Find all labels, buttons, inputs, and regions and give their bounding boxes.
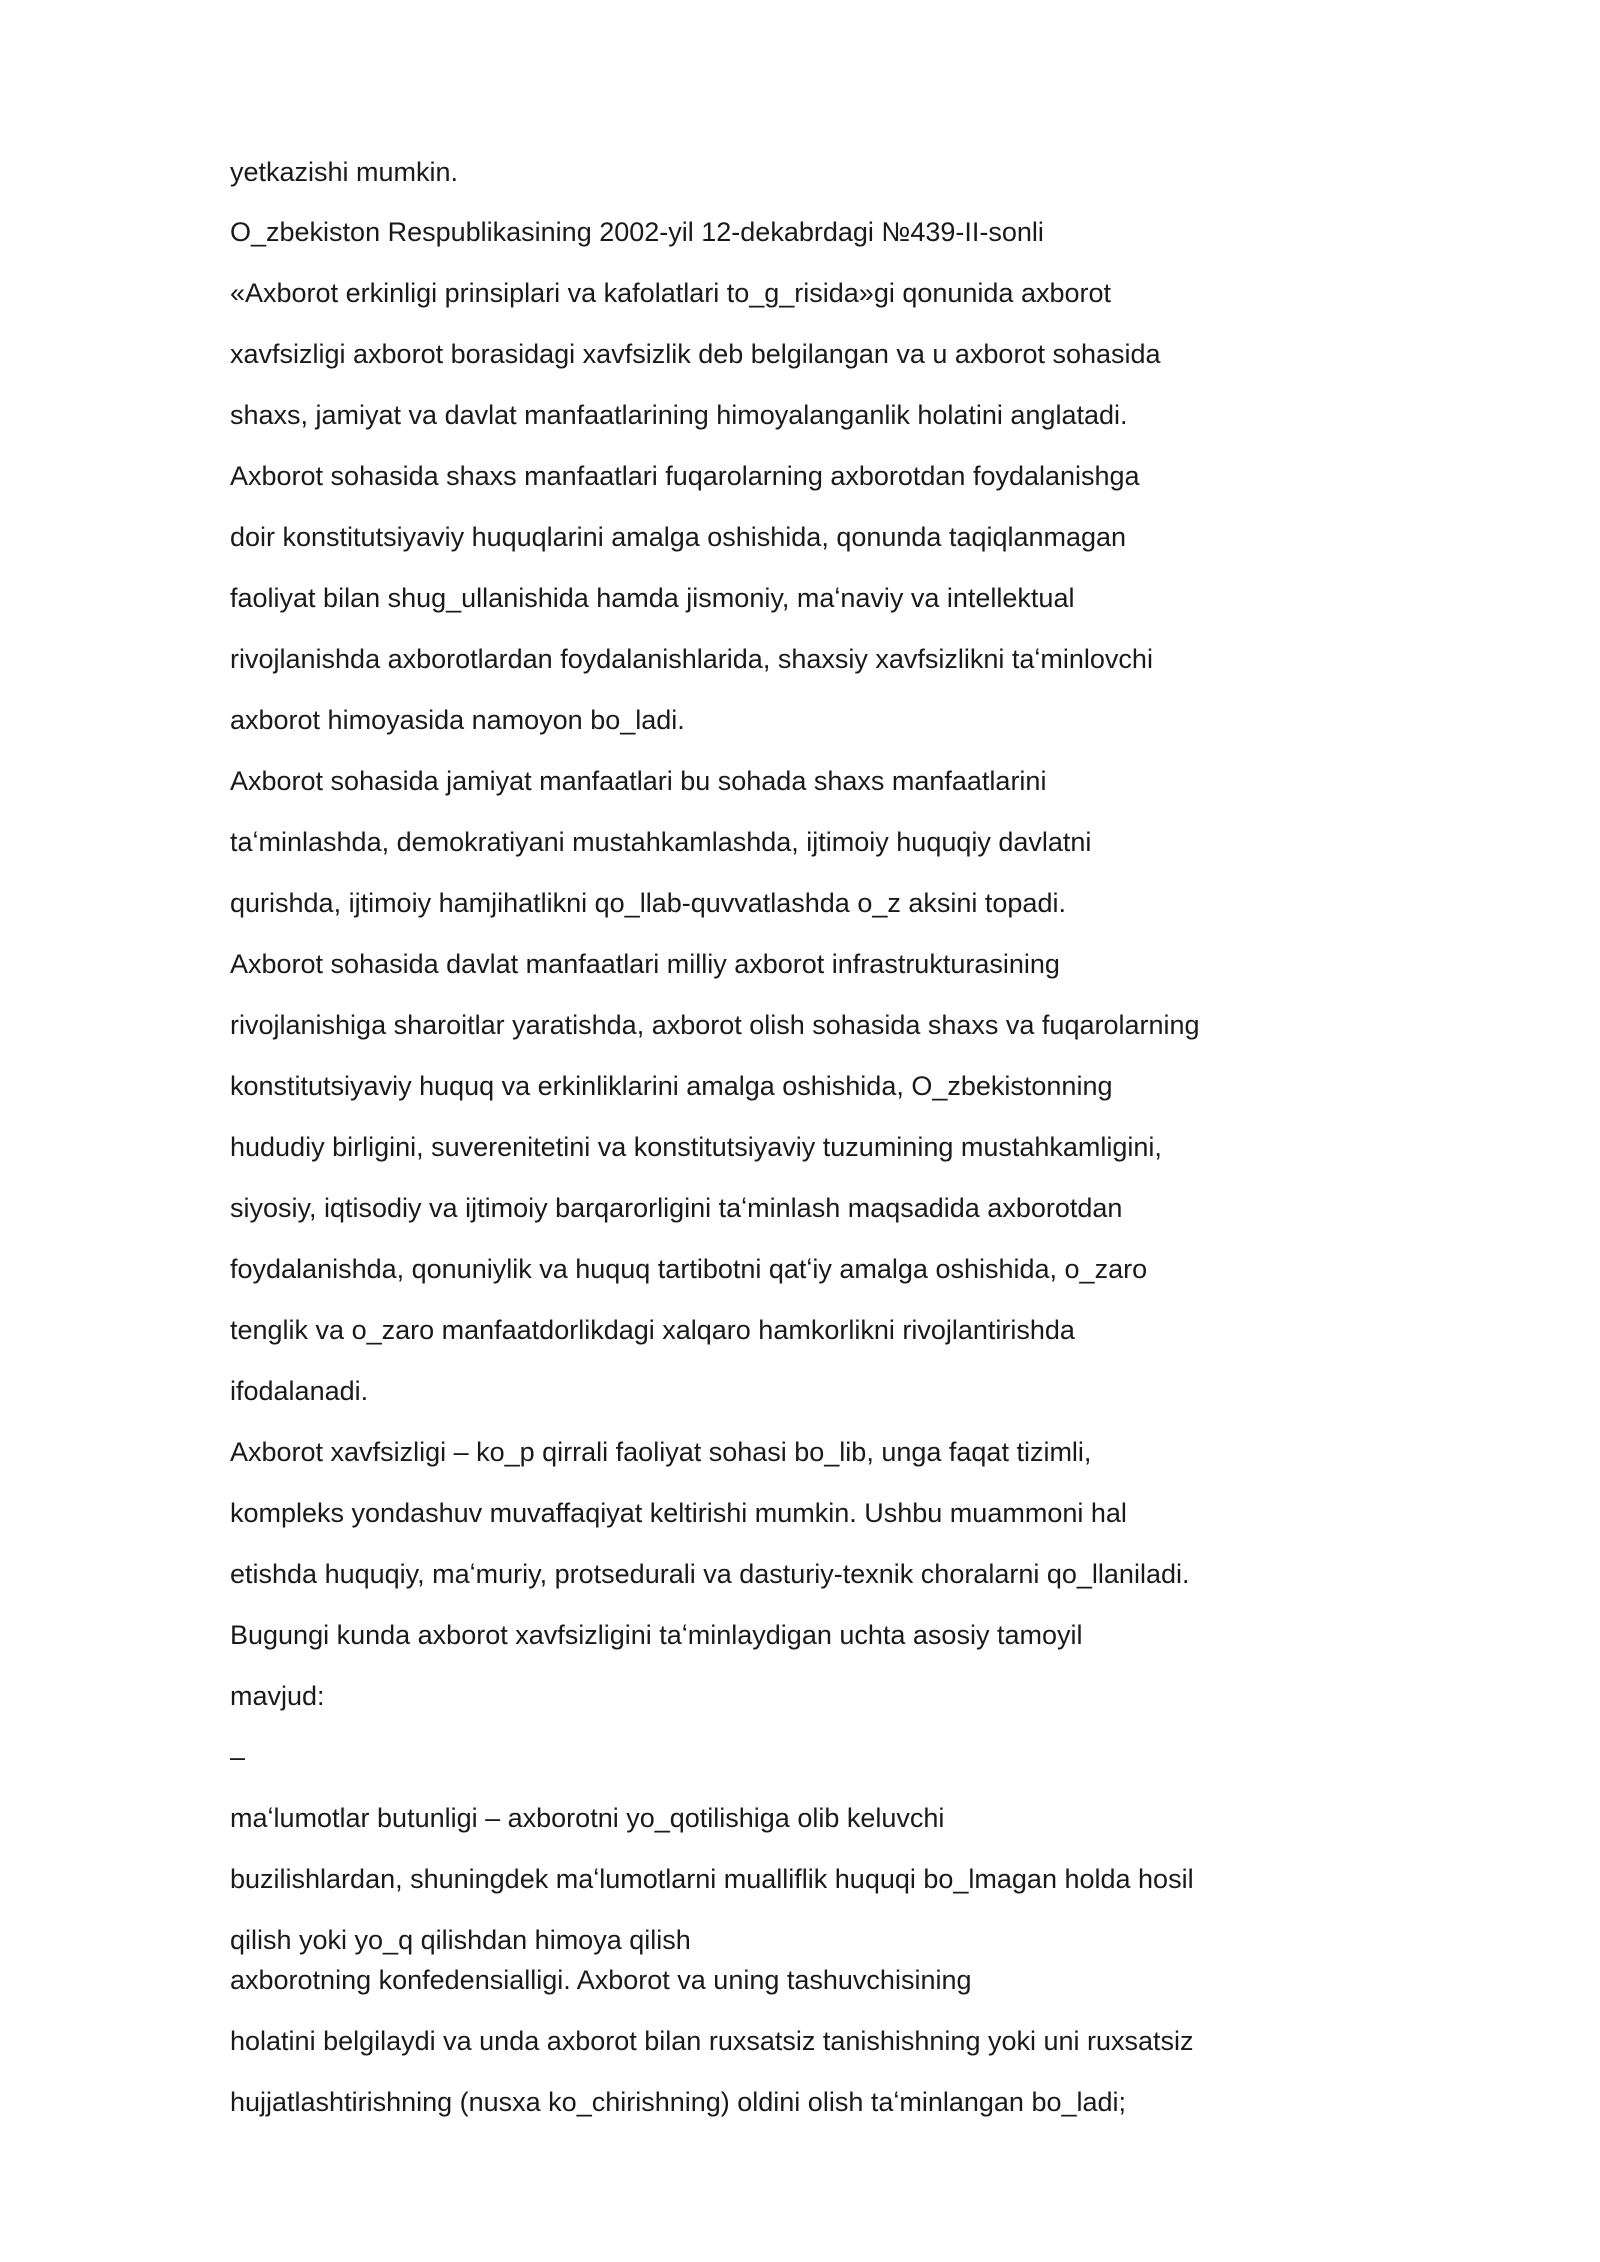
text-line: Bugungi kunda axborot xavfsizligini taʻminlaydigan uchta asosiy tamoyil	[230, 1620, 1083, 1650]
text-line: mavjud:	[230, 1681, 325, 1711]
text-line: ifodalanadi.	[230, 1376, 369, 1406]
text-line: faoliyat bilan shug_ullanishida hamda jismoniy, maʻnaviy va intellektual	[230, 583, 1075, 613]
text-line: Axborot sohasida jamiyat manfaatlari bu sohada shaxs manfaatlarini	[230, 766, 1047, 796]
text-line: axborot himoyasida namoyon bo_ladi.	[230, 705, 685, 735]
text-line: hududiy birligini, suverenitetini va konstitutsiyaviy tuzumining mustahkamligini,	[230, 1132, 1162, 1162]
text-line: shaxs, jamiyat va davlat manfaatlarining himoyalanganlik holatini anglatadi.	[230, 400, 1128, 430]
text-line: taʻminlashda, demokratiyani mustahkamlashda, ijtimoiy huquqiy davlatni	[230, 827, 1092, 857]
text-line: hujjatlashtirishning (nusxa ko_chirishning) oldini olish taʻminlangan bo_ladi;	[230, 2087, 1127, 2117]
text-line: axborotning konfedensialligi. Axborot va uning tashuvchisining	[230, 1965, 972, 1995]
text-line: maʻlumotlar butunligi – axborotni yo_qotilishiga olib keluvchi	[230, 1803, 945, 1833]
text-line: kompleks yondashuv muvaffaqiyat keltirishi mumkin. Ushbu muammoni hal	[230, 1498, 1127, 1528]
text-line: qilish yoki yo_q qilishdan himoya qilish	[230, 1925, 691, 1955]
text-line: xavfsizligi axborot borasidagi xavfsizlik deb belgilangan va u axborot sohasida	[230, 339, 1161, 369]
text-line: tenglik va o_zaro manfaatdorlikdagi xalqaro hamkorlikni rivojlantirishda	[230, 1315, 1075, 1345]
text-line: Axborot sohasida shaxs manfaatlari fuqarolarning axborotdan foydalanishga	[230, 461, 1140, 491]
text-line: rivojlanishda axborotlardan foydalanishlarida, shaxsiy xavfsizlikni taʻminlovchi	[230, 644, 1153, 674]
text-line: O_zbekiston Respublikasining 2002-yil 12-dekabrdagi №439-II-sonli	[230, 217, 1044, 247]
text-line: konstitutsiyaviy huquq va erkinliklarini amalga oshishida, O_zbekistonning	[230, 1071, 1113, 1101]
text-line: Axborot sohasida davlat manfaatlari milliy axborot infrastrukturasining	[230, 949, 1060, 979]
text-line: siyosiy, iqtisodiy va ijtimoiy barqarorligini taʻminlash maqsadida axborotdan	[230, 1193, 1123, 1223]
text-line: qurishda, ijtimoiy hamjihatlikni qo_llab-quvvatlashda o_z aksini topadi.	[230, 888, 1066, 918]
text-line: doir konstitutsiyaviy huquqlarini amalga oshishida, qonunda taqiqlanmagan	[230, 522, 1127, 552]
list-dash: –	[230, 1742, 246, 1772]
text-line: etishda huquqiy, maʻmuriy, protsedurali va dasturiy-texnik choralarni qo_llaniladi.	[230, 1559, 1190, 1589]
text-line: Axborot xavfsizligi – ko_p qirrali faoliyat sohasi bo_lib, unga faqat tizimli,	[230, 1437, 1092, 1467]
text-line: holatini belgilaydi va unda axborot bilan ruxsatsiz tanishishning yoki uni ruxsatsiz	[230, 2026, 1194, 2056]
text-line: «Axborot erkinligi prinsiplari va kafolatlari to_g_risida»gi qonunida axborot	[230, 278, 1112, 308]
text-line: foydalanishda, qonuniylik va huquq tartibotni qatʻiy amalga oshishida, o_zaro	[230, 1254, 1148, 1284]
text-line: rivojlanishiga sharoitlar yaratishda, axborot olish sohasida shaxs va fuqarolarning	[230, 1010, 1200, 1040]
text-line: yetkazishi mumkin.	[230, 157, 459, 187]
text-line: buzilishlardan, shuningdek maʻlumotlarni mualliflik huquqi bo_lmagan holda hosil	[230, 1864, 1194, 1894]
